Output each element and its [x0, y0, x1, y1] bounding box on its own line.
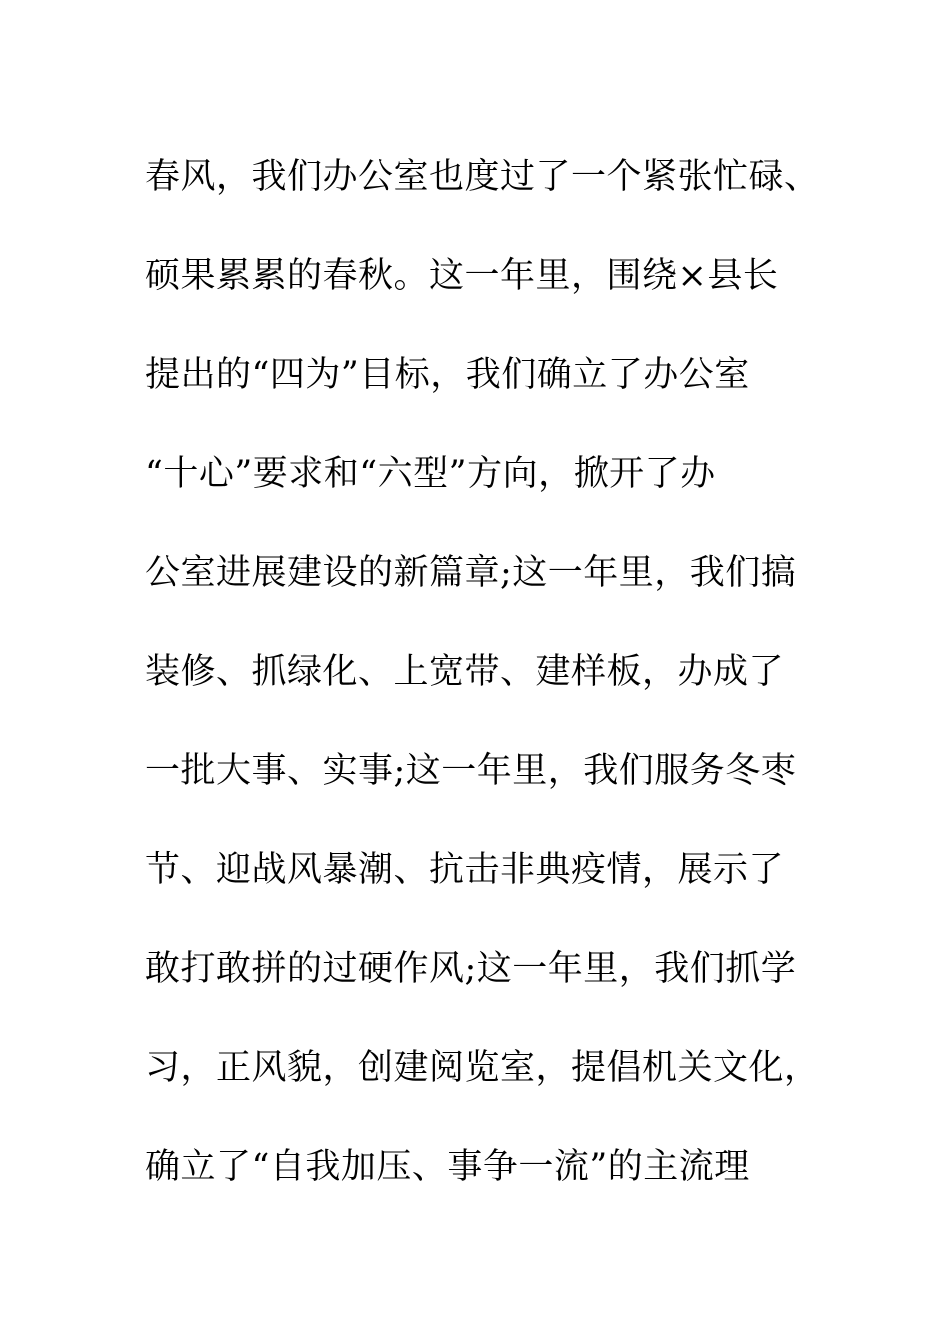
text-line-9: 敢打敢拼的过硬作风;这一年里，我们抓学 — [145, 949, 797, 989]
text-line-2: 硕果累累的春秋。这一年里，围绕×县长 — [145, 256, 779, 296]
text-line-3: 提出的“四为”目标，我们确立了办公室 — [145, 355, 750, 395]
body-paragraph — [145, 128, 825, 1217]
text-line-6: 装修、抓绿化、上宽带、建样板，办成了 — [145, 652, 785, 692]
text-line-5: 公室进展建设的新篇章;这一年里，我们搞 — [145, 553, 797, 593]
text-line-11: 确立了“自我加压、事争一流”的主流理 — [145, 1147, 750, 1187]
text-line-4: “十心”要求和“六型”方向，掀开了办 — [145, 454, 716, 494]
text-line-8: 节、迎战风暴潮、抗击非典疫情，展示了 — [145, 850, 785, 890]
text-line-10: 习，正风貌，创建阅览室，提倡机关文化， — [145, 1048, 820, 1088]
text-line-1: 春风，我们办公室也度过了一个紧张忙碌、 — [145, 157, 820, 197]
text-line-7: 一批大事、实事;这一年里，我们服务冬枣 — [145, 751, 797, 791]
